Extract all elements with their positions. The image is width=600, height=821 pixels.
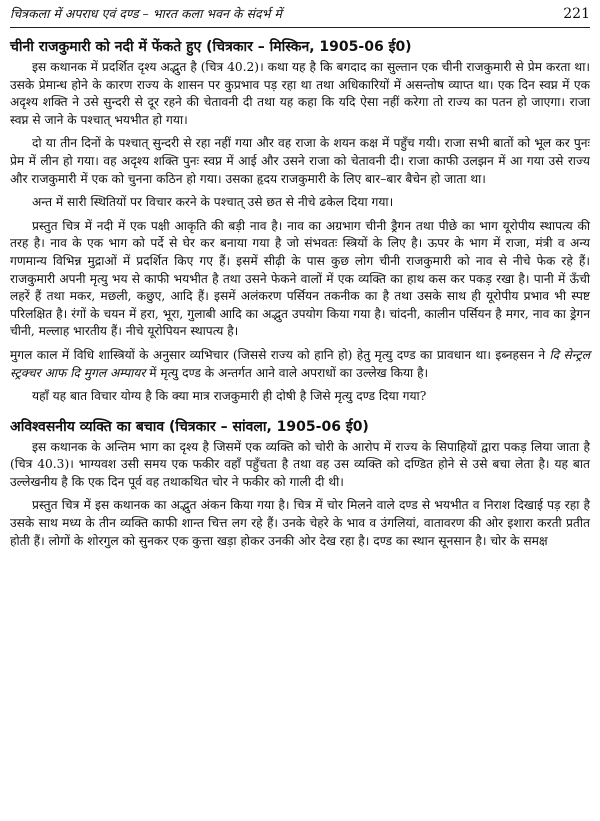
header-rule xyxy=(10,27,590,28)
running-title: चित्रकला में अपराध एवं दण्ड – भारत कला भवन के संदर्भ में xyxy=(10,6,282,21)
book-title-italic: दि सेन्ट्रल स्ट्रक्चर आफ दि मुगल अम्पायर xyxy=(10,347,590,380)
paragraph: प्रस्तुत चित्र में इस कथानक का अद्भुत अंकन किया गया है। चित्र में चोर मिलने वाले दण्ड से भयभीत व निराश दिखाई पड़ रहा है उसके साथ मध्य के तीन व्यक्ति काफी शान्त चित्त लग रहे हैं। उनके चेहरे के भाव व उंगलियां, वातावरण की ओर इशारा करती प्रतीत होती हैं। लोगों के शोरगुल को सुनकर एक कुत्ता खड़ा होकर उनकी ओर देख रहा है। दण्ड का स्थान सूनसान है। चोर के समक्ष xyxy=(10,498,590,548)
paragraph-text: में मृत्यु दण्ड के अन्तर्गत आने वाले अपराधों का उल्लेख किया है। xyxy=(145,365,429,380)
page-number: 221 xyxy=(563,6,590,22)
paragraph: यहाँ यह बात विचार योग्य है कि क्या मात्र राजकुमारी ही दोषी है जिसे मृत्यु दण्ड दिया गया? xyxy=(32,389,427,404)
paragraph xyxy=(10,347,590,382)
paragraph: इस कथानक में प्रदर्शित दृश्य अद्भुत है (चित्र 40.2)। कथा यह है कि बगदाद का सुल्तान एक चीनी राजकुमारी से प्रेम करता था। उसके प्रेमान्ध होने के कारण राज्य के शासन पर कुप्रभाव पड़ रहा था तथा अधिकारियों में असन्तोष व्याप्त था। एक दिन स्वप्न में एक अदृश्य शक्ति ने उसे सुन्दरी से दूर रहने की चेतावनी दी तथा यह कहा कि यदि ऐसा नहीं करेगा तो राज्य का पतन हो जाएगा। राजा स्वप्न से जाने के पश्चात् भयभीत हो गया। xyxy=(10,60,590,127)
paragraph: अन्त में सारी स्थितियों पर विचार करने के पश्चात् उसे छत से नीचे ढकेल दिया गया। xyxy=(32,195,394,210)
paragraph: प्रस्तुत चित्र में नदी में एक पक्षी आकृति की बड़ी नाव है। नाव का अग्रभाग चीनी ड्रैगन तथा पीछे का भाग यूरोपीय स्थापत्य की तरह है। नाव के एक भाग को पर्दे से घेर कर बनाया गया है जो संभवतः स्त्रियों के लिए है। ऊपर के भाग में राजा, मंत्री व अन्य गणमान्य विभिन्न मुद्राओं में प्रदर्शित किए गए हैं। इसमें सीढ़ी के पास कुछ लोग चीनी राजकुमारी को नाव से नीचे फेक रहे हैं। राजकुमारी अपनी मृत्यु भय से काफी भयभीत है तथा उसने फेकने वालों में एक व्यक्ति का हाथ कस कर पकड़ रखा है। पानी में ऊँची लहरें हैं तथा मकर, मछली, कछुए, आदि हैं। इसमें अलंकरण पर्सियन तकनीक का है तथा उसके साथ ही यूरोपीय प्रभाव भी स्पष्ट परिलक्षित है। रंगों के चयन में हरा, भूरा, गुलाबी आदि का अद्भुत उपयोग किया गया है। चांदनी, कालीन पर्सियन है मगर, नाव का ड्रेगन चीनी, मल्लाह भारतीय हैं। नीचे यूरोपियन स्थापत्य है। xyxy=(10,218,590,339)
section-heading: अविश्वसनीय व्यक्ति का बचाव (चित्रकार – सांवला, 1905-06 ई0) xyxy=(10,418,369,435)
paragraph-text: मुगल काल में विधि शास्त्रियों के अनुसार व्यभिचार (जिससे राज्य को हानि हो) हेतु मृत्यु दण्ड का प्रावधान था। इब्नहसन ने xyxy=(10,347,550,362)
paragraph: इस कथानक के अन्तिम भाग का दृश्य है जिसमें एक व्यक्ति को चोरी के आरोप में राज्य के सिपाहियों द्वारा पकड़ लिया जाता है (चित्र 40.3)। भाग्यवश उसी समय एक फकीर वहाँ पहुँचता है तथा वह उस व्यक्ति को दण्डित होने से उसे बचा लेता है। यह बात उल्लेखनीय है कि एक दिन पूर्व वह तथाकथित चोर ने फकीर को गाली दी थी। xyxy=(10,439,590,489)
running-header xyxy=(10,6,590,22)
section-heading: चीनी राजकुमारी को नदी में फेंकते हुए (चित्रकार – मिस्किन, 1905-06 ई0) xyxy=(10,39,412,55)
paragraph: दो या तीन दिनों के पश्चात् सुन्दरी से रहा नहीं गया और वह राजा के शयन कक्ष में पहुँच गयी। राजा सभी बातों को भूल कर पुनः प्रेम में लीन हो गया। वह अदृश्य शक्ति पुनः स्वप्न में आई और उसने राजा को चेतावनी दी। राजा काफी उलझन में आ गया उसे राज्य और राजकुमारी में एक को चुनना कठिन हो गया। उसका हृदय राजकुमारी के लिए बार–बार बैचेन हो जाता था। xyxy=(10,136,590,186)
section-chinese-princess xyxy=(10,38,590,406)
section-untrustworthy-man xyxy=(10,418,590,551)
